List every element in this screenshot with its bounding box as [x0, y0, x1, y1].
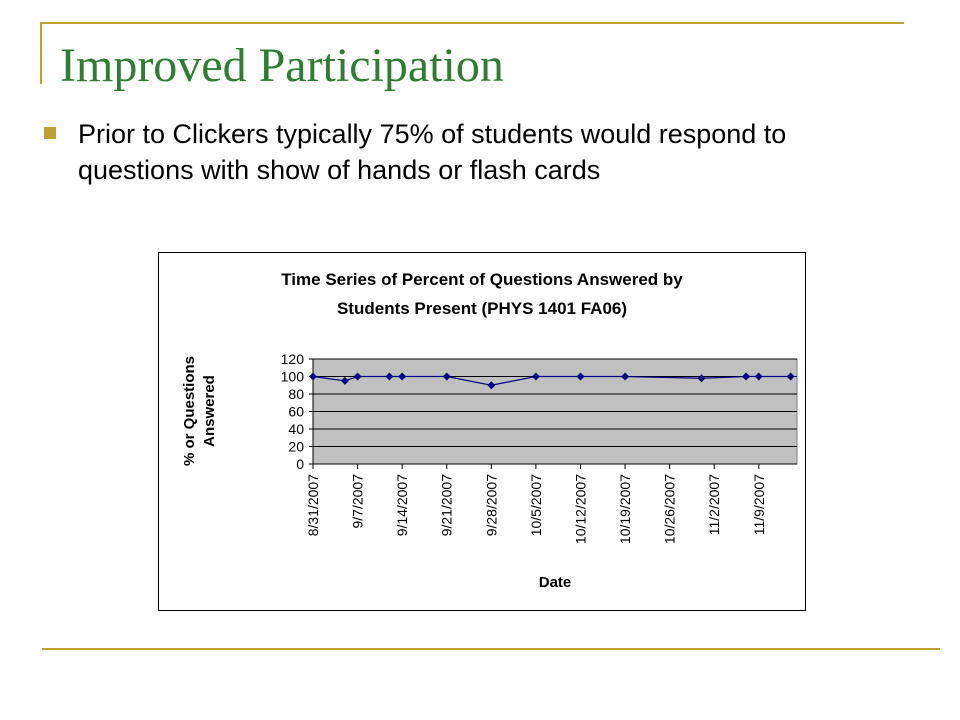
x-tick-label: 10/5/2007 [527, 474, 544, 537]
chart-title-line: Students Present (PHYS 1401 FA06) [336, 299, 628, 318]
y-tick-label: 120 [280, 351, 304, 367]
slide-title: Improved Participation [60, 39, 504, 92]
y-axis-title-line: % or Questions [181, 355, 198, 467]
x-tick-label: 11/2/2007 [706, 474, 723, 536]
x-axis-title: Date [538, 574, 572, 591]
y-tick-label: 100 [280, 368, 304, 385]
x-tick-label: 10/19/2007 [617, 473, 634, 545]
y-tick-label: 80 [288, 386, 304, 402]
x-tick-label: 11/9/2007 [750, 474, 767, 536]
bottom-rule [42, 648, 940, 650]
x-tick-label: 8/31/2007 [305, 474, 321, 537]
x-tick-label: 10/26/2007 [661, 474, 678, 545]
chart-frame [158, 252, 806, 611]
chart-title-line: Time Series of Percent of Questions Answered by [281, 270, 683, 289]
top-rule [40, 22, 904, 24]
y-tick-label: 20 [288, 438, 304, 455]
left-rule [40, 22, 42, 84]
x-tick-label: 10/12/2007 [572, 474, 589, 545]
y-tick-label: 60 [288, 403, 304, 420]
y-axis-title-line: Answered [201, 375, 218, 447]
x-tick-label: 9/7/2007 [349, 474, 366, 529]
bullet-text: Prior to Clickers typically 75% of students would respond to questions with show of hands or flash cards [78, 119, 787, 185]
line-chart [159, 253, 805, 610]
bullet-square-icon [44, 127, 56, 139]
x-tick-label: 9/21/2007 [438, 474, 455, 537]
y-tick-label: 0 [296, 456, 304, 472]
y-tick-label: 40 [288, 421, 304, 437]
x-tick-label: 9/14/2007 [394, 474, 411, 537]
x-tick-label: 9/28/2007 [483, 474, 500, 537]
